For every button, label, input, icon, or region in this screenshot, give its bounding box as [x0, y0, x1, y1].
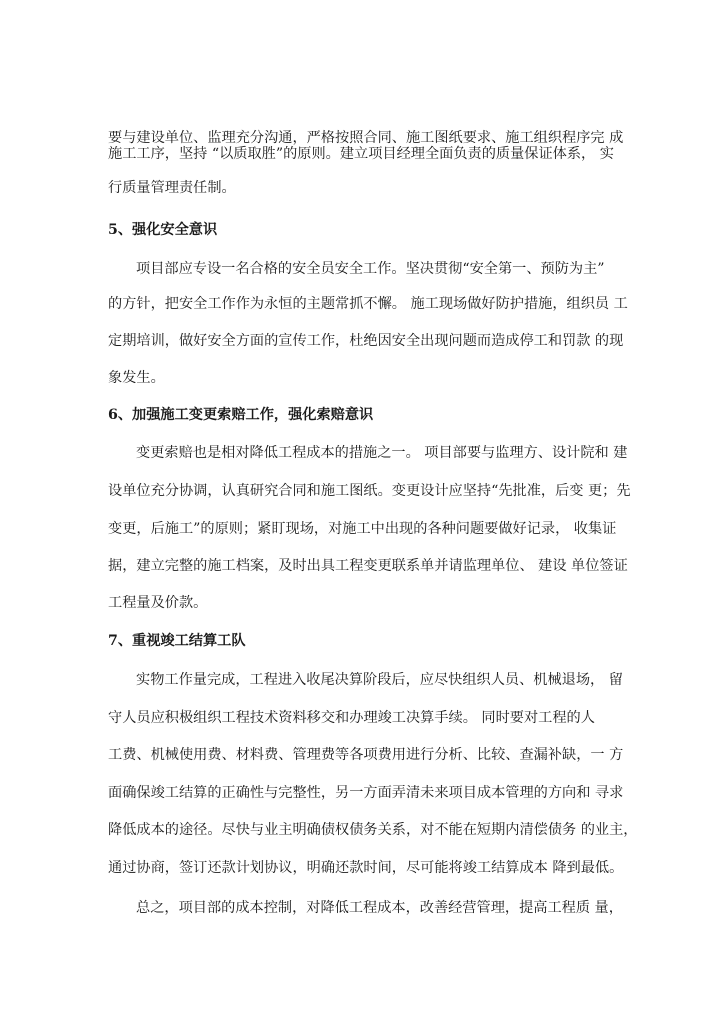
body-text-line: 行质量管理责任制。 — [108, 180, 236, 196]
body-text-line: 定期培训，做好安全方面的宣传工作，杜绝因安全出现问题而造成停工和罚款 的现 — [108, 333, 624, 349]
body-text-line: 变更，后施工”的原则；紧盯现场，对施工中出现的各种问题要做好记录， 收集证 — [108, 521, 617, 537]
body-text-line: 通过协商，签订还款计划协议，明确还款时间，尽可能将竣工结算成本 降到最低。 — [108, 860, 624, 876]
section-heading-5: 5、强化安全意识 — [108, 222, 218, 238]
body-text-line: 施工工序，坚持 “以质取胜”的原则。建立项目经理全面负责的质量保证体系， 实 — [108, 146, 614, 162]
body-text-line: 要与建设单位、监理充分沟通，严格按照合同、施工图纸要求、施工组织程序完 成 — [108, 130, 624, 146]
body-text-line: 面确保竣工结算的正确性与完整性，另一方面弄清未来项目成本管理的方向和 寻求 — [108, 785, 624, 801]
section-heading-7: 7、重视竣工结算工队 — [108, 633, 246, 649]
body-text-line: 的方针，把安全工作作为永恒的主题常抓不懈。 施工现场做好防护措施，组织员 工 — [108, 296, 628, 312]
body-text-line: 实物工作量完成，工程进入收尾决算阶段后，应尽快组织人员、机械退场， 留 — [136, 672, 623, 688]
section-heading-6: 6、加强施工变更索赔工作，强化索赔意识 — [108, 407, 374, 423]
body-text-line: 降低成本的途径。尽快与业主明确债权债务关系，对不能在短期内清偿债务 的业主， — [108, 822, 638, 838]
body-text-line: 设单位充分协调，认真研究合同和施工图纸。变更设计应坚持“先批准，后变 更；先 — [108, 483, 631, 499]
body-text-line: 工程量及价款。 — [108, 595, 208, 611]
body-text-line: 项目部应专设一名合格的安全员安全工作。坚决贯彻“安全第一、预防为主” — [136, 261, 605, 277]
body-text-line: 守人员应积极组织工程技术资料移交和办理竣工决算手续。 同时要对工程的人 — [108, 710, 595, 726]
body-text-line: 据，建立完整的施工档案，及时出具工程变更联系单并请监理单位、 建设 单位签证 — [108, 558, 628, 574]
body-text-line: 变更索赔也是相对降低工程成本的措施之一。 项目部要与监理方、设计院和 建 — [136, 445, 628, 461]
body-text-line: 总之，项目部的成本控制，对降低工程成本，改善经营管理，提高工程质 量， — [136, 900, 623, 916]
body-text-line: 工费、机械使用费、材料费、管理费等各项费用进行分析、比较、查漏补缺，一 方 — [108, 747, 624, 763]
body-text-line: 象发生。 — [108, 370, 165, 386]
